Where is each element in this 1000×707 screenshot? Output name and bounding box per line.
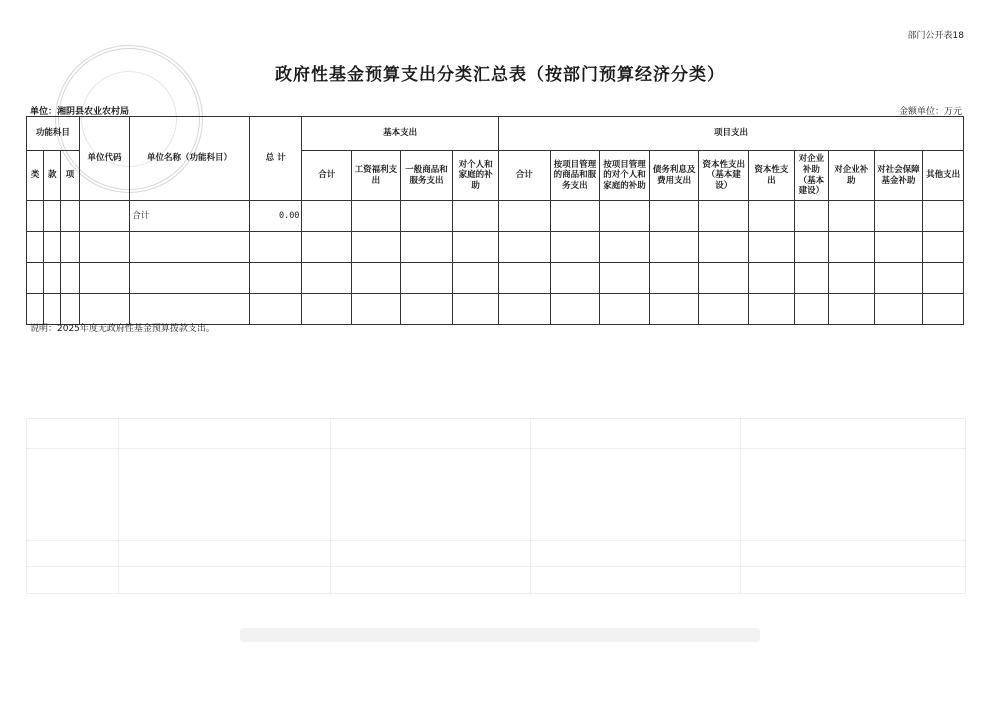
cell-xiang [61, 232, 79, 263]
cell-code [79, 232, 130, 263]
header-unit-name: 单位名称（功能科目） [130, 117, 250, 201]
header-basic-total: 合计 [302, 151, 352, 201]
cell-xiang [61, 201, 79, 232]
header-total: 总 计 [249, 117, 302, 201]
header-row-1 [27, 117, 964, 151]
cell-kuan [44, 294, 61, 325]
header-project-debt: 债务利息及费用支出 [649, 151, 699, 201]
cell-name [130, 232, 250, 263]
cell-kuan [44, 263, 61, 294]
header-basic-wages: 工资福利支出 [352, 151, 401, 201]
table-row [27, 294, 964, 325]
unit-label: 单位：湘阴县农业农村局 [30, 107, 130, 117]
cell-lei [27, 201, 44, 232]
cell-total [249, 294, 302, 325]
cell-name [130, 294, 250, 325]
cell-kuan [44, 201, 61, 232]
header-func-subject: 功能科目 [27, 117, 80, 151]
header-project-capital: 资本性支出 [749, 151, 795, 201]
cell-lei [27, 232, 44, 263]
header-project-capital-build: 资本性支出（基本建设） [699, 151, 749, 201]
cell-total: 0.00 [249, 201, 302, 232]
header-project-total: 合计 [498, 151, 550, 201]
header-project-subsidy: 按项目管理的对个人和家庭的补助 [600, 151, 650, 201]
bleed-through-title [240, 628, 760, 642]
header-project-enterprise: 对企业补助 [829, 151, 875, 201]
cell-lei [27, 263, 44, 294]
explanatory-note: 说明：2025年度无政府性基金预算拨款支出。 [30, 324, 215, 334]
table-row [27, 263, 964, 294]
header-xiang: 项 [61, 151, 79, 201]
header-project-social-fund: 对社会保障基金补助 [874, 151, 923, 201]
cell-kuan [44, 232, 61, 263]
cell-xiang [61, 294, 79, 325]
header-project-goods: 按项目管理的商品和服务支出 [550, 151, 600, 201]
header-basic-subsidy: 对个人和家庭的补助 [453, 151, 499, 201]
cell-code [79, 294, 130, 325]
bleed-through-table [26, 418, 966, 594]
cell-xiang [61, 263, 79, 294]
header-basic: 基本支出 [302, 117, 498, 151]
header-project-other: 其他支出 [923, 151, 964, 201]
cell-name [130, 263, 250, 294]
header-unit-code: 单位代码 [79, 117, 130, 201]
cell-total [249, 263, 302, 294]
cell-lei [27, 294, 44, 325]
cell-code [79, 201, 130, 232]
expenditure-table [26, 116, 964, 325]
header-lei: 类 [27, 151, 44, 201]
amount-unit-label: 金额单位：万元 [898, 107, 962, 117]
table-row [27, 201, 964, 232]
form-number: 部门公开表18 [907, 31, 964, 41]
header-basic-goods: 一般商品和服务支出 [400, 151, 453, 201]
cell-code [79, 263, 130, 294]
cell-name: 合计 [130, 201, 250, 232]
cell-total [249, 232, 302, 263]
document-title: 政府性基金预算支出分类汇总表（按部门预算经济分类） [275, 65, 725, 85]
header-project: 项目支出 [498, 117, 963, 151]
table-row [27, 232, 964, 263]
header-project-enterprise-build: 对企业补助（基本建设） [794, 151, 828, 201]
header-kuan: 款 [44, 151, 61, 201]
